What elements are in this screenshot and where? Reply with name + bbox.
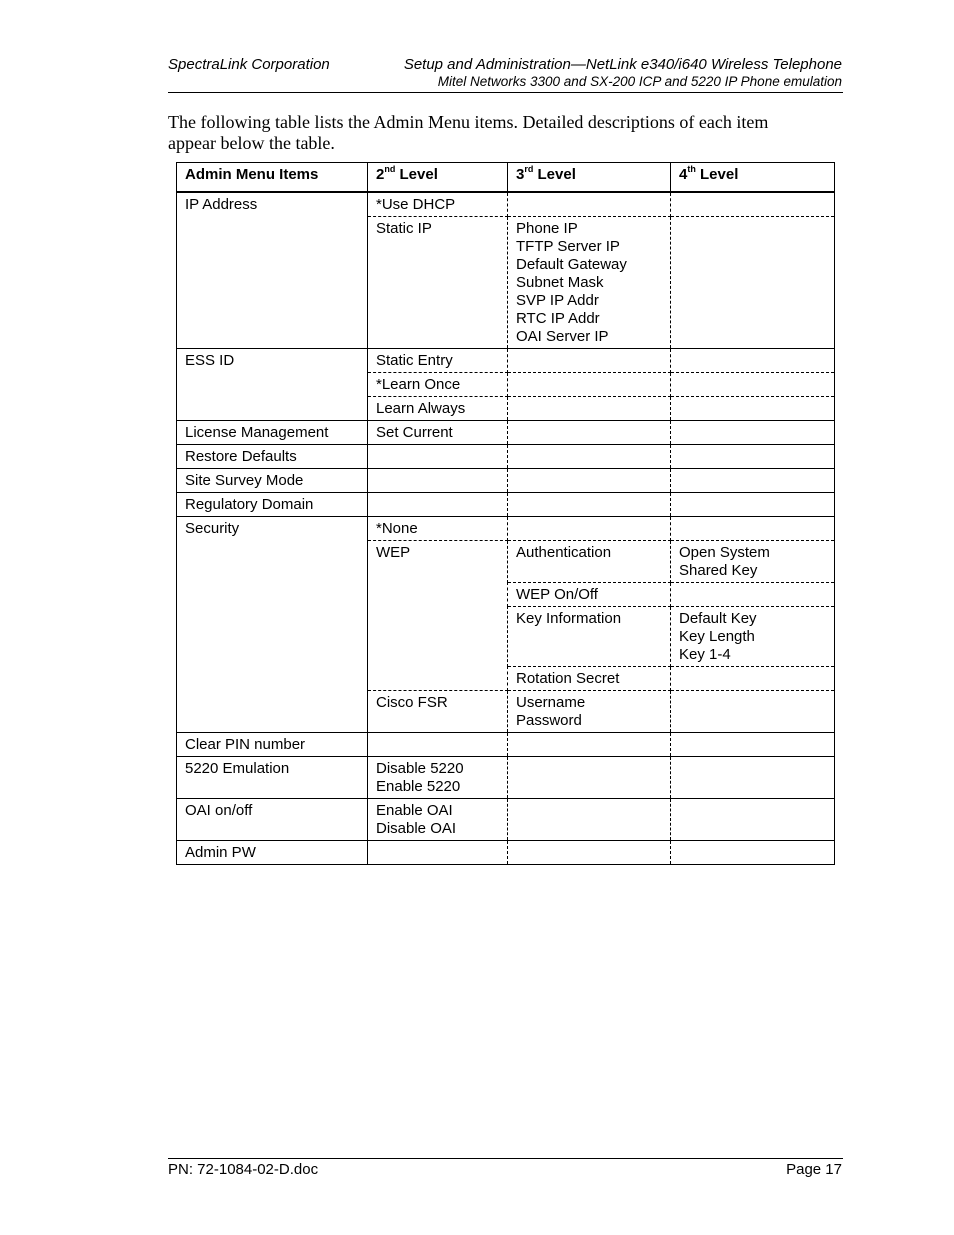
header-company: SpectraLink Corporation <box>168 56 330 73</box>
table-row <box>177 445 835 469</box>
header-3rd-sup: rd <box>524 164 534 174</box>
ip-use-dhcp: *Use DHCP <box>368 192 508 217</box>
key-length: Key Length <box>679 628 755 645</box>
table-row <box>177 757 835 799</box>
header-4th-num: 4 <box>679 166 688 183</box>
wep-auth-options <box>671 541 835 583</box>
item-5220-emulation: 5220 Emulation <box>177 757 368 799</box>
header-admin-menu-items: Admin Menu Items <box>177 163 368 193</box>
auth-shared-key: Shared Key <box>679 562 758 579</box>
header-3rd-num: 3 <box>516 166 525 183</box>
item-oai-on-off: OAI on/off <box>177 799 368 841</box>
table-row <box>177 733 835 757</box>
wep-key-options <box>671 607 835 667</box>
header-4th-level <box>671 163 835 193</box>
ip-static-ip: Static IP <box>368 217 508 349</box>
table-row <box>177 841 835 865</box>
table-row <box>177 493 835 517</box>
table-header-row <box>177 163 835 193</box>
oai-enable: Enable OAI <box>376 802 453 819</box>
ip-oai-server: OAI Server IP <box>516 328 609 345</box>
ip-static-subitems <box>508 217 671 349</box>
oai-options <box>368 799 508 841</box>
item-restore-defaults: Restore Defaults <box>177 445 368 469</box>
header-2nd-level <box>368 163 508 193</box>
item-license-management: License Management <box>177 421 368 445</box>
header-2nd-num: 2 <box>376 166 385 183</box>
emulation-disable: Disable 5220 <box>376 760 464 777</box>
admin-menu-table <box>176 162 835 865</box>
security-none: *None <box>368 517 508 541</box>
header-2nd-sup: nd <box>384 164 396 174</box>
header-title: Setup and Administration—NetLink e340/i640 Wireless Telephone <box>403 56 842 73</box>
footer-divider <box>168 1158 843 1159</box>
intro-paragraph: The following table lists the Admin Menu items. Detailed descriptions of each item appear below the table. <box>168 112 769 153</box>
wep-on-off: WEP On/Off <box>508 583 671 607</box>
table-row <box>177 192 835 217</box>
item-ess-id: ESS ID <box>177 349 368 421</box>
cisco-options <box>508 691 671 733</box>
ip-phone-ip: Phone IP <box>516 220 578 237</box>
ip-svp-addr: SVP IP Addr <box>516 292 599 309</box>
table-row <box>177 517 835 541</box>
item-regulatory-domain: Regulatory Domain <box>177 493 368 517</box>
license-set-current: Set Current <box>368 421 508 445</box>
header-subtitle: Mitel Networks 3300 and SX-200 ICP and 5220 IP Phone emulation <box>437 74 842 89</box>
header-4th-sup: th <box>687 164 696 174</box>
key-default: Default Key <box>679 610 757 627</box>
wep-rotation-secret: Rotation Secret <box>508 667 671 691</box>
item-site-survey: Site Survey Mode <box>177 469 368 493</box>
item-clear-pin: Clear PIN number <box>177 733 368 757</box>
table-row <box>177 421 835 445</box>
security-wep: WEP <box>368 541 508 691</box>
header-4th-text: Level <box>695 166 739 183</box>
auth-open-system: Open System <box>679 544 770 561</box>
cisco-password: Password <box>516 712 582 729</box>
table-row <box>177 469 835 493</box>
footer-page-number: Page 17 <box>786 1161 842 1178</box>
ip-tftp-server: TFTP Server IP <box>516 238 620 255</box>
cisco-username: Username <box>516 694 586 711</box>
ess-learn-always: Learn Always <box>368 397 508 421</box>
header-divider <box>168 92 843 93</box>
ip-subnet-mask: Subnet Mask <box>516 274 604 291</box>
item-security: Security <box>177 517 368 733</box>
footer-part-number: PN: 72-1084-02-D.doc <box>168 1161 319 1178</box>
table-row <box>177 799 835 841</box>
oai-disable: Disable OAI <box>376 820 457 837</box>
ip-default-gateway: Default Gateway <box>516 256 627 273</box>
wep-authentication: Authentication <box>508 541 671 583</box>
wep-key-information: Key Information <box>508 607 671 667</box>
emulation-enable: Enable 5220 <box>376 778 461 795</box>
table-row <box>177 349 835 373</box>
ess-learn-once: *Learn Once <box>368 373 508 397</box>
key-1-4: Key 1-4 <box>679 646 731 663</box>
header-3rd-text: Level <box>533 166 576 183</box>
header-3rd-level <box>508 163 671 193</box>
emulation-options <box>368 757 508 799</box>
item-admin-pw: Admin PW <box>177 841 368 865</box>
ess-static-entry: Static Entry <box>368 349 508 373</box>
item-ip-address: IP Address <box>177 192 368 349</box>
ip-rtc-addr: RTC IP Addr <box>516 310 600 327</box>
header-2nd-text: Level <box>395 166 438 183</box>
security-cisco-fsr: Cisco FSR <box>368 691 508 733</box>
